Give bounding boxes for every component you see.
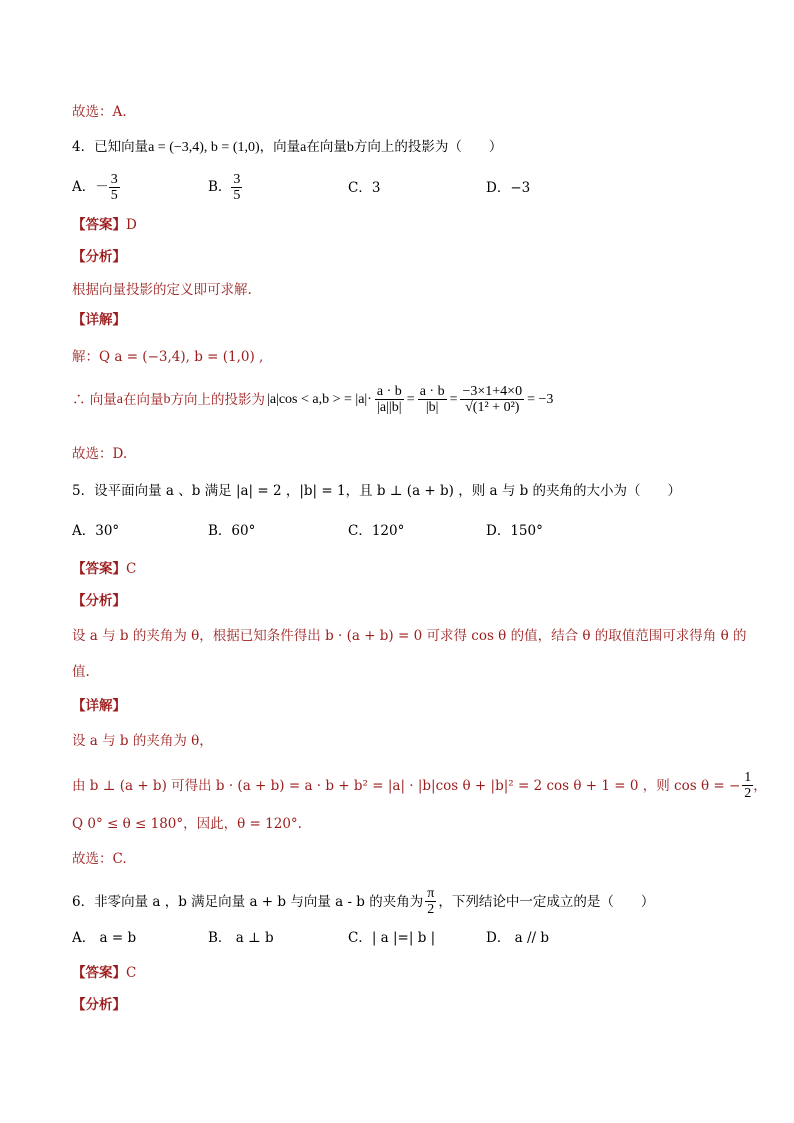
q6-answer-value: C [126,965,137,981]
q4-detail2-result: = −3 [527,391,554,407]
q4-detail-line-1: 解：Q a = (−3,4), b = (1,0) , [72,349,264,365]
q4-detail2-eq2: = [449,391,458,407]
question-6-stem [72,886,654,917]
q4-analysis-label [72,248,126,266]
q4-stem-mid: ，向量 [259,139,301,155]
q4-option-d: D．−3 [486,180,531,196]
q4-frac3-den: √(1² + 0²) [465,400,520,415]
q4-option-a-num: 3 [110,172,118,187]
q4-detail2-frac3 [460,384,524,415]
q6-analysis-label-text: 【分析】 [72,997,126,1013]
q5-detail2-num: 1 [744,770,752,785]
q5-analysis-text-2: 值. [72,664,90,680]
q4-detail2-vec-b: b [163,391,171,407]
q4-frac1-num: a · b [376,384,402,399]
q5-option-d: D．150° [486,523,543,539]
q4-option-b-fraction [231,172,242,203]
q6-stem-num: π [427,886,435,901]
q5-analysis-text-1: 设 a 与 b 的夹角为 θ，根据已知条件得出 b · (a + b) = 0 可求得 cos θ 的值，结合 θ 的取值范围可求得角 θ 的 [72,628,747,644]
q6-option-d: D． a // b [486,930,549,946]
q5-answer-label: 【答案】 [72,561,126,577]
q4-option-c: C．3 [348,180,381,196]
q6-option-b: B． a ⊥ b [208,930,274,946]
q4-option-b-label: B． [208,179,232,195]
q4-frac3-num: −3×1+4×0 [462,384,523,399]
q6-stem-end: ，下列结论中一定成立的是（ ） [438,893,655,910]
q4-analysis-label-text: 【分析】 [72,249,126,265]
q4-detail2-formula: |a|cos < a,b > = |a|· [267,391,372,407]
q6-answer [72,964,136,982]
question-4-stem [72,138,502,157]
q5-detail-line-3: Q 0° ≤ θ ≤ 180°，因此，θ = 120°. [72,816,302,832]
q4-detail2-c: 在向量 [123,391,164,408]
q4-detail2-frac2 [418,384,447,415]
q4-analysis-text: 根据向量投影的定义即可求解. [72,282,252,298]
q6-stem-frac [425,886,436,917]
q5-detail2-frac [742,770,753,801]
q4-stem-end: 方向上的投影为（ ） [353,139,503,155]
q4-detail2-vec-a: a [116,391,124,407]
q4-answer [72,216,137,234]
q4-option-a-fraction [109,172,120,203]
q4-stem-vec-b: b [346,140,354,155]
q4-detail-label [72,311,126,329]
q6-option-a: A． a = b [72,930,137,946]
conclusion-prev: 故选：A. [72,104,127,120]
q4-option-b-den: 5 [233,188,241,203]
q5-detail2-text: 由 b ⊥ (a + b) 可得出 b · (a + b) = a · b + b² = |a| · |b|cos θ + |b|² = 2 cos θ + 1 = 0 ，则 cos θ = − [72,777,741,794]
q4-stem-mid2: 在向量 [306,139,347,155]
q5-option-a: A．30° [72,523,120,539]
q4-conclusion: 故选：D. [72,446,128,462]
q5-detail-label [72,697,126,715]
q4-stem-vectors: a = (−3,4), b = (1,0) [148,140,260,155]
q4-detail2-a: ∴ 向量 [72,391,117,408]
q6-stem-den: 2 [427,902,435,917]
q4-frac2-den: |b| [425,400,439,415]
q4-detail2-eq1: = [406,391,415,407]
q6-analysis-label [72,996,126,1014]
q5-option-c: C．120° [348,523,405,539]
q4-answer-label: 【答案】 [72,217,126,233]
q6-stem-start: 6．非零向量 a ，b 满足向量 a + b 与向量 a - b 的夹角为 [72,893,424,910]
q4-detail-line-2 [72,384,553,415]
q5-detail-line-2 [72,770,767,801]
q5-conclusion: 故选：C. [72,851,127,867]
q4-frac1-den: |a||b| [377,400,402,415]
q4-stem-start: 4．已知向量 [72,139,149,155]
q5-detail2-den: 2 [744,786,752,801]
q4-detail-label-text: 【详解】 [72,312,126,328]
question-5-stem: 5．设平面向量 a 、b 满足 |a| = 2 ，|b| = 1，且 b ⊥ (a + b) ，则 a 与 b 的夹角的大小为（ ） [72,483,682,499]
q4-answer-value: D [126,217,137,233]
q6-answer-label: 【答案】 [72,965,126,981]
q4-option-b [208,172,242,203]
q4-detail2-frac1 [375,384,404,415]
q5-detail2-end: ， [753,777,767,794]
q4-option-a [72,172,120,203]
q4-stem-vec-a: a [300,140,307,155]
q5-detail-label-text: 【详解】 [72,698,126,714]
q4-frac2-num: a · b [419,384,445,399]
q5-analysis-label [72,592,126,610]
q5-answer [72,560,136,578]
q4-detail2-e: 方向上的投影为 [170,391,266,408]
q4-option-a-label: A．－ [72,179,109,195]
q4-option-b-num: 3 [233,172,241,187]
q5-analysis-label-text: 【分析】 [72,593,126,609]
q5-answer-value: C [126,561,137,577]
q6-option-c: C．| a |=| b | [348,930,436,946]
q4-option-a-den: 5 [110,188,118,203]
q5-option-b: B．60° [208,523,256,539]
q5-detail-line-1: 设 a 与 b 的夹角为 θ， [72,733,213,749]
